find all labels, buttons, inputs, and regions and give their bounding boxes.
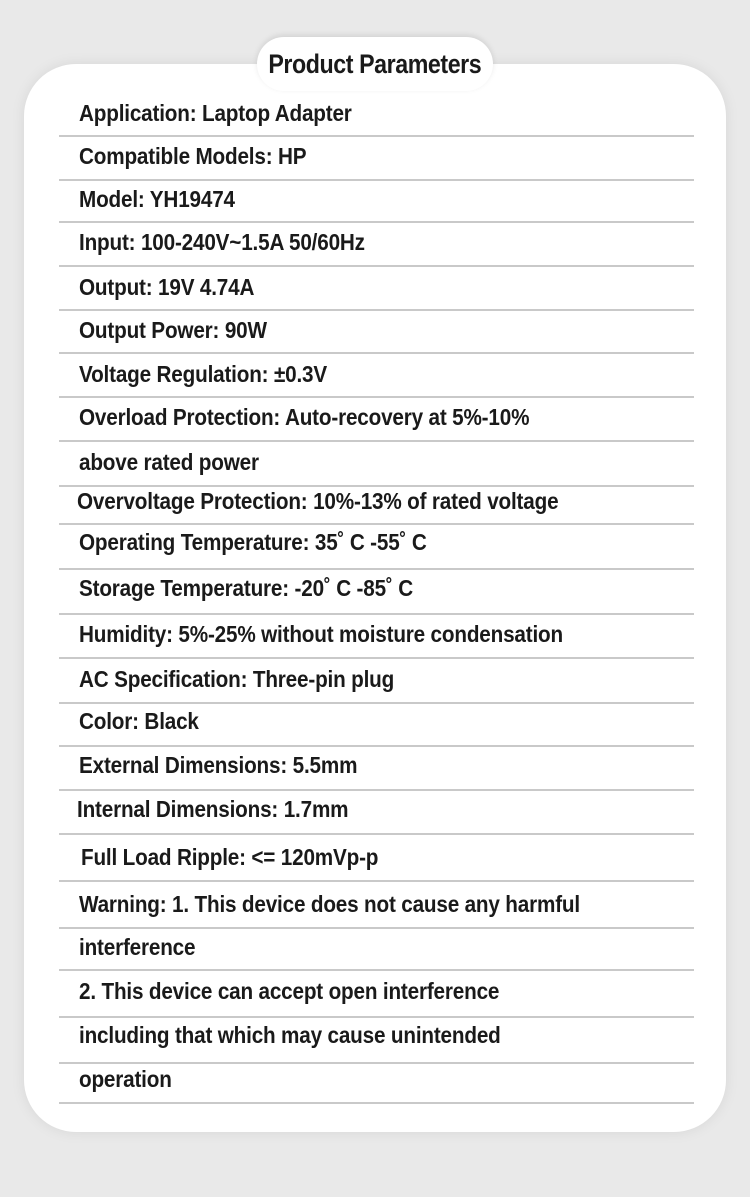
row-divider: [59, 1102, 694, 1104]
row-divider: [59, 927, 694, 929]
row-divider: [59, 880, 694, 882]
row-divider: [59, 440, 694, 442]
title-tab: [257, 37, 493, 91]
page-title: Product Parameters: [268, 48, 482, 79]
row-divider: [59, 969, 694, 971]
row-divider: [59, 485, 694, 487]
row-divider: [59, 833, 694, 835]
row-divider: [59, 1062, 694, 1064]
row-divider: [59, 309, 694, 311]
row-divider: [59, 179, 694, 181]
row-divider: [59, 221, 694, 223]
row-divider: [59, 657, 694, 659]
row-divider: [59, 523, 694, 525]
row-divider: [59, 135, 694, 137]
row-divider: [59, 568, 694, 570]
row-divider: [59, 745, 694, 747]
row-divider: [59, 352, 694, 354]
row-divider: [59, 613, 694, 615]
row-divider: [59, 265, 694, 267]
row-divider: [59, 1016, 694, 1018]
row-divider: [59, 396, 694, 398]
row-divider: [59, 702, 694, 704]
row-divider: [59, 789, 694, 791]
